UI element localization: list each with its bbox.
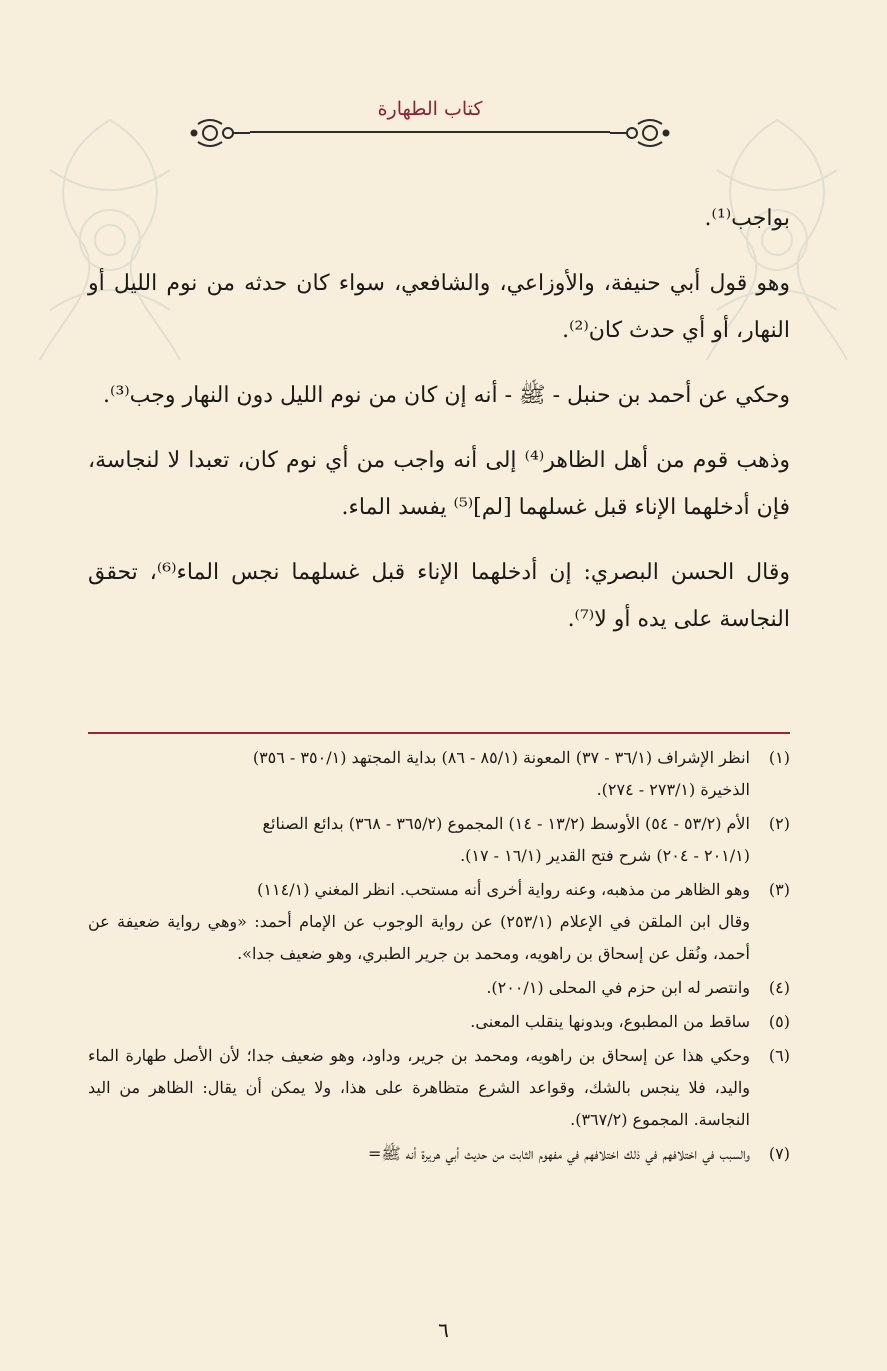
footnote-item xyxy=(88,808,790,872)
footnote-line: الأم (٥٣/٢ - ٥٤) الأوسط (١٣/٢ - ١٤) المجموع (٣٦٥/٢ - ٣٦٨) بدائع الصنائع xyxy=(262,814,750,833)
footnote-number: (٣) xyxy=(768,880,790,899)
footnote-line: وحكي هذا عن إسحاق بن راهويه، ومحمد بن جرير، وداود، وهو ضعيف جدا؛ لأن الأصل طهارة الماء واليد، فلا ينجس بالشك، وقواعد الشرع متظاهرة على هذا، ولا يمكن أن يقال: الظاهر من اليد النجاسة. المجموع (٣٦٧/٢). xyxy=(88,1046,751,1129)
footnote-text xyxy=(88,1006,750,1038)
footnote-line: وانتصر له ابن حزم في المحلى (٢٠٠/١). xyxy=(486,978,750,997)
page-number: ٦ xyxy=(438,1318,449,1342)
footnote-item xyxy=(88,1040,790,1136)
footnote-item xyxy=(88,972,790,1004)
footnote-number: (٧) xyxy=(768,1144,790,1163)
footnote-text xyxy=(88,972,750,1004)
footnote-number: (٢) xyxy=(768,814,790,833)
footnote-number: (٥) xyxy=(768,1012,790,1031)
paragraph: وحكي عن أحمد بن حنبل - ﷺ - أنه إن كان من نوم الليل دون النهار وجب⁽³⁾. xyxy=(103,383,790,408)
paragraph: وذهب قوم من أهل الظاهر⁽⁴⁾ إلى أنه واجب من أي نوم كان، تعبدا لا لنجاسة، فإن أدخلهما الإناء قبل غسلهما [لم]⁽⁵⁾ يفسد الماء. xyxy=(88,448,790,520)
footnote-line: وقال ابن الملقن في الإعلام (٢٥٣/١) عن رواية الوجوب عن الإمام أحمد: «وهي رواية ضعيفة عن أحمد، ونُقل عن إسحاق بن راهويه، ومحمد بن جرير الطبري، وهو ضعيف جدا». xyxy=(88,912,750,963)
footnote-line: الذخيرة (٢٧٣/١ - ٢٧٤). xyxy=(596,780,750,799)
footnote-text xyxy=(88,808,750,872)
footnote-number: (١) xyxy=(768,748,790,767)
paragraph: وهو قول أبي حنيفة، والأوزاعي، والشافعي، سواء كان حدثه من نوم الليل أو النهار، أو أي حدث كان⁽²⁾. xyxy=(88,271,790,343)
paragraph: بواجب⁽¹⁾. xyxy=(704,206,790,231)
footnote-item xyxy=(88,1138,790,1170)
chapter-title: كتاب الطهارة xyxy=(377,98,483,120)
page-header xyxy=(190,90,670,160)
footnote-line: ساقط من المطبوع، وبدونها ينقلب المعنى. xyxy=(470,1012,750,1031)
footnote-item xyxy=(88,1006,790,1038)
header-rule xyxy=(250,131,610,133)
footnote-number: (٤) xyxy=(768,978,790,997)
ornament-left-icon xyxy=(190,114,250,152)
paragraph: وقال الحسن البصري: إن أدخلهما الإناء قبل غسلهما نجس الماء⁽⁶⁾، تحقق النجاسة على يده أو لا⁽⁷⁾. xyxy=(88,560,790,632)
footnote-text xyxy=(88,1040,750,1136)
footnote-line: والسبب في اختلافهم في ذلك اختلافهم في مفهوم الثابت من حديث أبي هريرة أنه ﷺ= xyxy=(367,1144,750,1163)
footnote-text xyxy=(88,874,750,970)
footnote-line: انظر الإشراف (٣٦/١ - ٣٧) المعونة (٨٥/١ - ٨٦) بداية المجتهد (٣٥٠/١ - ٣٥٦) xyxy=(252,748,750,767)
footnotes xyxy=(88,742,790,1172)
footnote-text xyxy=(88,1138,750,1170)
footnote-line: وهو الظاهر من مذهبه، وعنه رواية أخرى أنه مستحب. انظر المغني (١١٤/١) xyxy=(257,880,750,899)
footnote-separator xyxy=(88,732,790,734)
footnote-item xyxy=(88,874,790,970)
main-text xyxy=(88,195,790,661)
footnote-item xyxy=(88,742,790,806)
footnote-line: (٢٠١/١ - ٢٠٤) شرح فتح القدير (١٦/١ - ١٧). xyxy=(460,846,750,865)
footnote-number: (٦) xyxy=(768,1046,790,1065)
footnote-text xyxy=(88,742,750,806)
ornament-right-icon xyxy=(610,114,670,152)
